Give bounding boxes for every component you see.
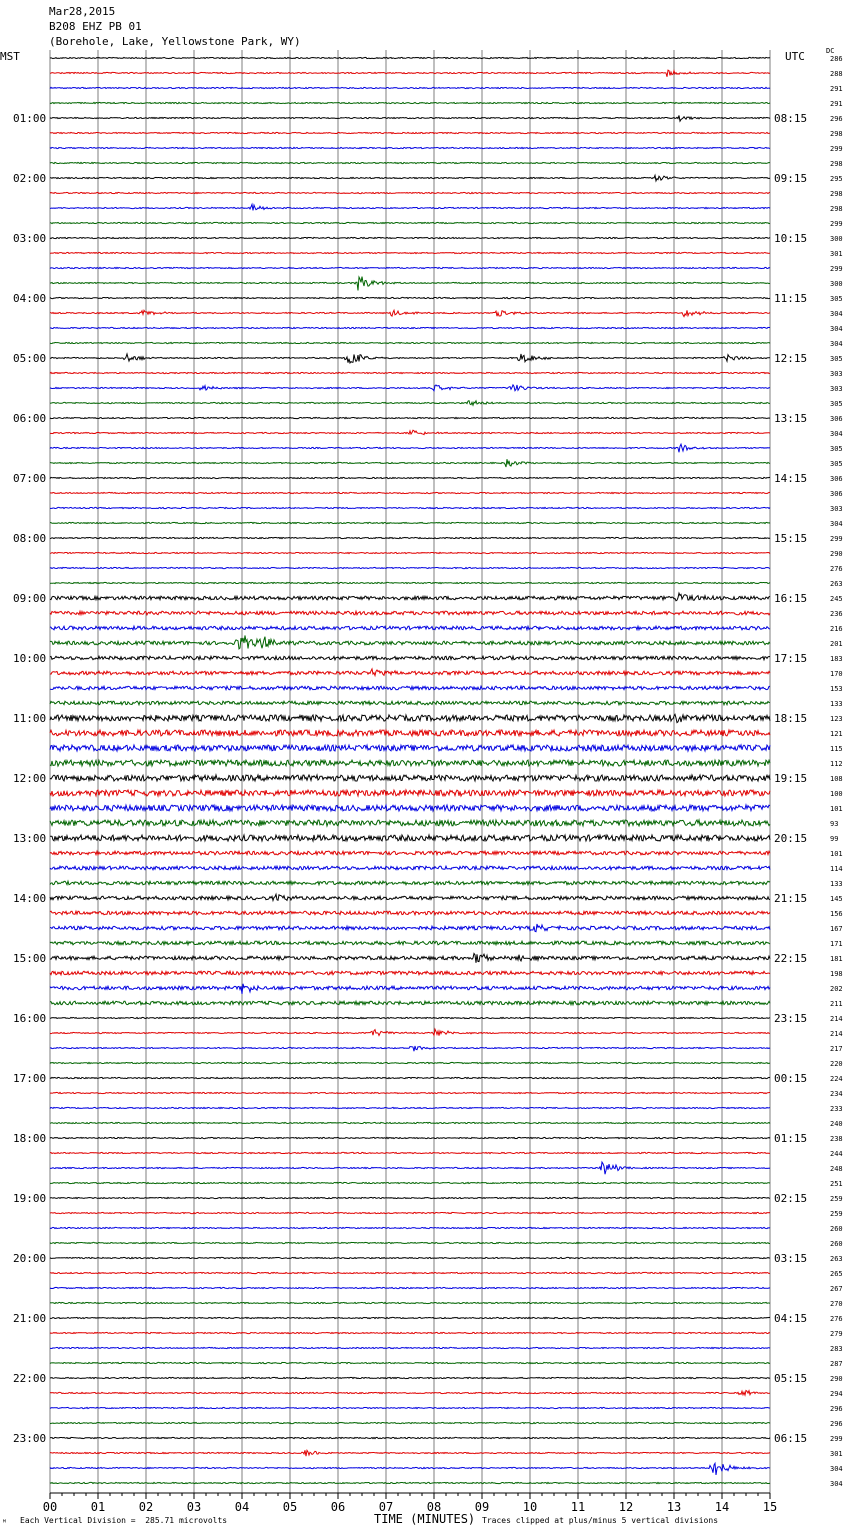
- dc-offset-label: 270: [830, 1300, 843, 1308]
- dc-offset-label: 276: [830, 1315, 843, 1323]
- trace-66: [50, 1046, 770, 1051]
- trace-42: [50, 686, 770, 690]
- dc-offset-label: 290: [830, 1375, 843, 1383]
- trace-59: [50, 941, 770, 945]
- scale-note: Each Vertical Division = 285.71 microvolts: [20, 1516, 228, 1525]
- trace-50: [50, 805, 770, 811]
- dc-offset-label: 306: [830, 475, 843, 483]
- mst-hour-label: 23:00: [13, 1432, 47, 1445]
- mst-hour-label: 13:00: [13, 832, 47, 845]
- utc-hour-label: 17:15: [774, 652, 808, 665]
- trace-25: [50, 430, 770, 434]
- dc-offset-label: 299: [830, 265, 843, 273]
- dc-offset-label: 291: [830, 85, 843, 93]
- utc-hour-label: 05:15: [774, 1372, 808, 1385]
- trace-27: [50, 459, 770, 467]
- dc-offset-label: 265: [830, 1270, 843, 1278]
- trace-29: [50, 492, 770, 493]
- trace-16: [50, 297, 770, 298]
- trace-7: [50, 162, 770, 163]
- dc-offset-label: 201: [830, 640, 843, 648]
- trace-48: [50, 775, 770, 781]
- dc-offset-label: 233: [830, 1105, 843, 1113]
- dc-offset-label: 304: [830, 520, 843, 528]
- trace-2: [50, 87, 770, 88]
- dc-offset-label: 296: [830, 1420, 843, 1428]
- dc-offset-label: 304: [830, 1480, 843, 1488]
- trace-55: [50, 881, 770, 885]
- x-tick-label: 13: [666, 1500, 682, 1514]
- dc-offset-label: 295: [830, 175, 843, 183]
- dc-offset-label: 303: [830, 385, 843, 393]
- trace-49: [50, 790, 770, 796]
- dc-offset-label: 299: [830, 145, 843, 153]
- x-tick-label: 02: [138, 1500, 154, 1514]
- trace-9: [50, 192, 770, 193]
- trace-63: [50, 1001, 770, 1005]
- utc-hour-label: 21:15: [774, 892, 808, 905]
- trace-30: [50, 507, 770, 508]
- mst-hour-label: 16:00: [13, 1012, 47, 1025]
- seismic-traces: [50, 57, 770, 1483]
- dc-offset-label: 287: [830, 1360, 843, 1368]
- mst-hour-label: 14:00: [13, 892, 47, 905]
- dc-offset-label: 101: [830, 805, 843, 813]
- utc-hour-label: 20:15: [774, 832, 808, 845]
- dc-offset-label: 93: [830, 820, 839, 828]
- trace-8: [50, 175, 770, 181]
- trace-83: [50, 1302, 770, 1303]
- trace-22: [50, 385, 770, 391]
- dc-offset-label: 216: [830, 625, 843, 633]
- dc-offset-label: 298: [830, 160, 843, 168]
- trace-51: [50, 820, 770, 826]
- station-code: B208 EHZ PB 01: [49, 20, 142, 33]
- utc-hour-label: 16:15: [774, 592, 808, 605]
- dc-offset-label: 299: [830, 535, 843, 543]
- dc-offset-label: 121: [830, 730, 843, 738]
- trace-13: [50, 252, 770, 253]
- trace-78: [50, 1227, 770, 1228]
- trace-43: [50, 701, 770, 705]
- mst-hour-label: 21:00: [13, 1312, 47, 1325]
- utc-hour-label: 06:15: [774, 1432, 808, 1445]
- trace-15: [50, 277, 770, 291]
- trace-68: [50, 1077, 770, 1078]
- trace-41: [50, 669, 770, 676]
- dc-offset-label: 133: [830, 880, 843, 888]
- utc-hour-label: 14:15: [774, 472, 808, 485]
- trace-37: [50, 611, 770, 615]
- trace-70: [50, 1107, 770, 1108]
- dc-offset-label: 298: [830, 190, 843, 198]
- dc-offset-label: 259: [830, 1210, 843, 1218]
- dc-offset-label: 181: [830, 955, 843, 963]
- trace-62: [50, 984, 770, 994]
- mst-hour-label: 20:00: [13, 1252, 47, 1265]
- dc-offset-label: 245: [830, 595, 843, 603]
- dc-offset-label: 304: [830, 340, 843, 348]
- clip-note: Traces clipped at plus/minus 5 vertical divisions: [482, 1516, 719, 1525]
- dc-offset-label: 101: [830, 850, 843, 858]
- utc-hour-label: 19:15: [774, 772, 808, 785]
- dc-offset-label: 305: [830, 445, 843, 453]
- utc-hour-label: 10:15: [774, 232, 808, 245]
- trace-33: [50, 552, 770, 553]
- mst-hour-label: 03:00: [13, 232, 47, 245]
- dc-offset-label: 156: [830, 910, 843, 918]
- dc-offset-label: 217: [830, 1045, 843, 1053]
- dc-offset-label: 299: [830, 220, 843, 228]
- trace-20: [50, 354, 770, 363]
- mst-hour-label: 04:00: [13, 292, 47, 305]
- trace-52: [50, 835, 770, 841]
- dc-offset-label: 259: [830, 1195, 843, 1203]
- dc-offset-label: 214: [830, 1030, 843, 1038]
- trace-79: [50, 1242, 770, 1243]
- dc-offset-label: 99: [830, 835, 839, 843]
- trace-67: [50, 1062, 770, 1063]
- trace-4: [50, 115, 770, 121]
- dc-offset-label: 145: [830, 895, 843, 903]
- trace-92: [50, 1437, 770, 1438]
- mst-hour-label: 07:00: [13, 472, 47, 485]
- utc-hour-label: 15:15: [774, 532, 808, 545]
- x-tick-label: 05: [282, 1500, 298, 1514]
- utc-hour-label: 22:15: [774, 952, 808, 965]
- trace-35: [50, 582, 770, 583]
- x-axis-label: TIME (MINUTES): [374, 1512, 476, 1526]
- x-tick-label: 15: [762, 1500, 778, 1514]
- dc-offset-label: 305: [830, 400, 843, 408]
- x-axis-ticks: [43, 1493, 777, 1514]
- dc-offset-label: 286: [830, 55, 843, 63]
- trace-80: [50, 1257, 770, 1258]
- trace-19: [50, 342, 770, 343]
- dc-offset-label: 303: [830, 505, 843, 513]
- dc-offset-label: 114: [830, 865, 843, 873]
- trace-36: [50, 593, 770, 601]
- x-tick-label: 11: [570, 1500, 586, 1514]
- trace-44: [50, 714, 770, 722]
- dc-offset-label: 283: [830, 1345, 843, 1353]
- trace-21: [50, 372, 770, 373]
- dc-offset-label: 276: [830, 565, 843, 573]
- utc-hour-label: 08:15: [774, 112, 808, 125]
- dc-offset-label: 306: [830, 490, 843, 498]
- trace-82: [50, 1287, 770, 1288]
- dc-offset-label: 301: [830, 1450, 843, 1458]
- trace-5: [50, 132, 770, 133]
- dc-offset-label: 305: [830, 295, 843, 303]
- trace-34: [50, 567, 770, 568]
- trace-57: [50, 911, 770, 915]
- trace-61: [50, 971, 770, 975]
- trace-18: [50, 327, 770, 328]
- dc-offset-label: 300: [830, 280, 843, 288]
- dc-offset-label: 214: [830, 1015, 843, 1023]
- trace-64: [50, 1017, 770, 1018]
- trace-84: [50, 1317, 770, 1318]
- dc-offset-label: 100: [830, 790, 843, 798]
- mst-hour-label: 01:00: [13, 112, 47, 125]
- x-tick-label: 00: [42, 1500, 58, 1514]
- dc-offset-label: 240: [830, 1120, 843, 1128]
- trace-38: [50, 626, 770, 630]
- trace-89: [50, 1391, 770, 1396]
- trace-23: [50, 401, 770, 406]
- dc-offset-label: 224: [830, 1075, 843, 1083]
- dc-offset-label: 288: [830, 70, 843, 78]
- dc-offset-label: 304: [830, 325, 843, 333]
- dc-offset-label: 170: [830, 670, 843, 678]
- dc-offset-label: 296: [830, 115, 843, 123]
- trace-60: [50, 953, 770, 962]
- trace-88: [50, 1377, 770, 1378]
- dc-offset-label: 279: [830, 1330, 843, 1338]
- mst-hour-label: 05:00: [13, 352, 47, 365]
- trace-76: [50, 1197, 770, 1198]
- x-tick-label: 10: [522, 1500, 538, 1514]
- x-tick-label: 07: [378, 1500, 394, 1514]
- x-tick-label: 14: [714, 1500, 730, 1514]
- trace-95: [50, 1482, 770, 1483]
- trace-87: [50, 1362, 770, 1363]
- x-tick-label: 09: [474, 1500, 490, 1514]
- dc-offset-label: 115: [830, 745, 843, 753]
- trace-86: [50, 1347, 770, 1348]
- utc-hour-label: 00:15: [774, 1072, 808, 1085]
- trace-91: [50, 1422, 770, 1423]
- trace-17: [50, 310, 770, 316]
- mst-hour-label: 02:00: [13, 172, 47, 185]
- x-tick-label: 04: [234, 1500, 250, 1514]
- trace-85: [50, 1332, 770, 1333]
- dc-offset-label: 236: [830, 610, 843, 618]
- corner-mark: ᴹ: [2, 1518, 7, 1527]
- trace-39: [50, 636, 770, 649]
- dc-offset-label: 167: [830, 925, 843, 933]
- trace-10: [50, 204, 770, 210]
- dc-offset-label: 299: [830, 1435, 843, 1443]
- dc-offset-label: 244: [830, 1150, 843, 1158]
- trace-32: [50, 537, 770, 538]
- mst-hour-label: 11:00: [13, 712, 47, 725]
- mst-hour-label: 18:00: [13, 1132, 47, 1145]
- trace-1: [50, 70, 770, 77]
- dc-offset-label: 112: [830, 760, 843, 768]
- trace-58: [50, 924, 770, 932]
- utc-hour-label: 11:15: [774, 292, 808, 305]
- mst-hour-label: 12:00: [13, 772, 47, 785]
- trace-47: [50, 760, 770, 766]
- trace-94: [50, 1463, 770, 1475]
- trace-81: [50, 1272, 770, 1273]
- trace-65: [50, 1029, 770, 1035]
- trace-11: [50, 222, 770, 223]
- dc-offset-label: 211: [830, 1000, 843, 1008]
- utc-hour-label: 03:15: [774, 1252, 808, 1265]
- trace-45: [50, 730, 770, 736]
- x-tick-label: 06: [330, 1500, 346, 1514]
- trace-6: [50, 147, 770, 148]
- station-location: (Borehole, Lake, Yellowstone Park, WY): [49, 35, 301, 48]
- trace-90: [50, 1407, 770, 1408]
- dc-offset-label: 202: [830, 985, 843, 993]
- dc-offset-label: 251: [830, 1180, 843, 1188]
- x-tick-label: 12: [618, 1500, 634, 1514]
- dc-offset-label: 298: [830, 205, 843, 213]
- x-tick-label: 03: [186, 1500, 202, 1514]
- trace-73: [50, 1152, 770, 1153]
- utc-hour-label: 18:15: [774, 712, 808, 725]
- time-gridlines: [50, 50, 770, 1493]
- dc-offset-label: 263: [830, 580, 843, 588]
- dc-offset-label: 267: [830, 1285, 843, 1293]
- dc-offset-label: 304: [830, 1465, 843, 1473]
- dc-offset-label: 108: [830, 775, 843, 783]
- trace-28: [50, 477, 770, 478]
- mst-hour-label: 10:00: [13, 652, 47, 665]
- mst-hour-label: 17:00: [13, 1072, 47, 1085]
- dc-offset-label: 123: [830, 715, 843, 723]
- mst-hour-label: 22:00: [13, 1372, 47, 1385]
- dc-offset-label: 304: [830, 430, 843, 438]
- trace-46: [50, 745, 770, 751]
- dc-offset-label: 296: [830, 1405, 843, 1413]
- utc-hour-label: 13:15: [774, 412, 808, 425]
- dc-offset-label: 260: [830, 1240, 843, 1248]
- trace-26: [50, 444, 770, 452]
- dc-offset-label: 260: [830, 1225, 843, 1233]
- mst-hour-label: 15:00: [13, 952, 47, 965]
- dc-offset-label: 153: [830, 685, 843, 693]
- trace-12: [50, 237, 770, 238]
- mst-hour-label: 19:00: [13, 1192, 47, 1205]
- trace-74: [50, 1162, 770, 1174]
- trace-77: [50, 1212, 770, 1213]
- trace-93: [50, 1450, 770, 1456]
- utc-hour-label: 04:15: [774, 1312, 808, 1325]
- dc-offset-label: 171: [830, 940, 843, 948]
- mst-hour-label: 09:00: [13, 592, 47, 605]
- dc-offset-label: 291: [830, 100, 843, 108]
- mst-hour-label: 06:00: [13, 412, 47, 425]
- dc-offset-label: 303: [830, 370, 843, 378]
- trace-71: [50, 1122, 770, 1123]
- trace-53: [50, 851, 770, 855]
- utc-hour-label: 23:15: [774, 1012, 808, 1025]
- trace-40: [50, 656, 770, 660]
- dc-offset-label: 220: [830, 1060, 843, 1068]
- dc-offset-label: 238: [830, 1135, 843, 1143]
- utc-hour-label: 01:15: [774, 1132, 808, 1145]
- trace-14: [50, 267, 770, 268]
- trace-24: [50, 417, 770, 418]
- dc-offset-label: 183: [830, 655, 843, 663]
- utc-hour-label: 12:15: [774, 352, 808, 365]
- trace-3: [50, 102, 770, 103]
- dc-offset-label: 298: [830, 130, 843, 138]
- trace-54: [50, 866, 770, 870]
- dc-offset-label: 198: [830, 970, 843, 978]
- dc-offset-label: 301: [830, 250, 843, 258]
- right-timezone: UTC: [785, 50, 805, 63]
- x-tick-label: 08: [426, 1500, 442, 1514]
- dc-offset-label: 304: [830, 310, 843, 318]
- dc-header: DC: [826, 47, 835, 55]
- mst-hour-label: 08:00: [13, 532, 47, 545]
- chart-date: Mar28,2015: [49, 5, 116, 18]
- dc-offset-label: 294: [830, 1390, 843, 1398]
- dc-offset-label: 133: [830, 700, 843, 708]
- left-timezone: MST: [0, 50, 20, 63]
- dc-offset-label: 300: [830, 235, 843, 243]
- trace-72: [50, 1137, 770, 1138]
- x-tick-label: 01: [90, 1500, 106, 1514]
- dc-offset-label: 306: [830, 415, 843, 423]
- utc-hour-label: 02:15: [774, 1192, 808, 1205]
- dc-offset-label: 234: [830, 1090, 843, 1098]
- trace-31: [50, 522, 770, 523]
- trace-56: [50, 894, 770, 900]
- trace-69: [50, 1092, 770, 1093]
- trace-0: [50, 57, 770, 58]
- dc-offset-label: 248: [830, 1165, 843, 1173]
- utc-hour-label: 09:15: [774, 172, 808, 185]
- dc-offset-label: 263: [830, 1255, 843, 1263]
- dc-offset-label: 290: [830, 550, 843, 558]
- trace-75: [50, 1182, 770, 1183]
- dc-offset-label: 305: [830, 355, 843, 363]
- dc-offset-label: 305: [830, 460, 843, 468]
